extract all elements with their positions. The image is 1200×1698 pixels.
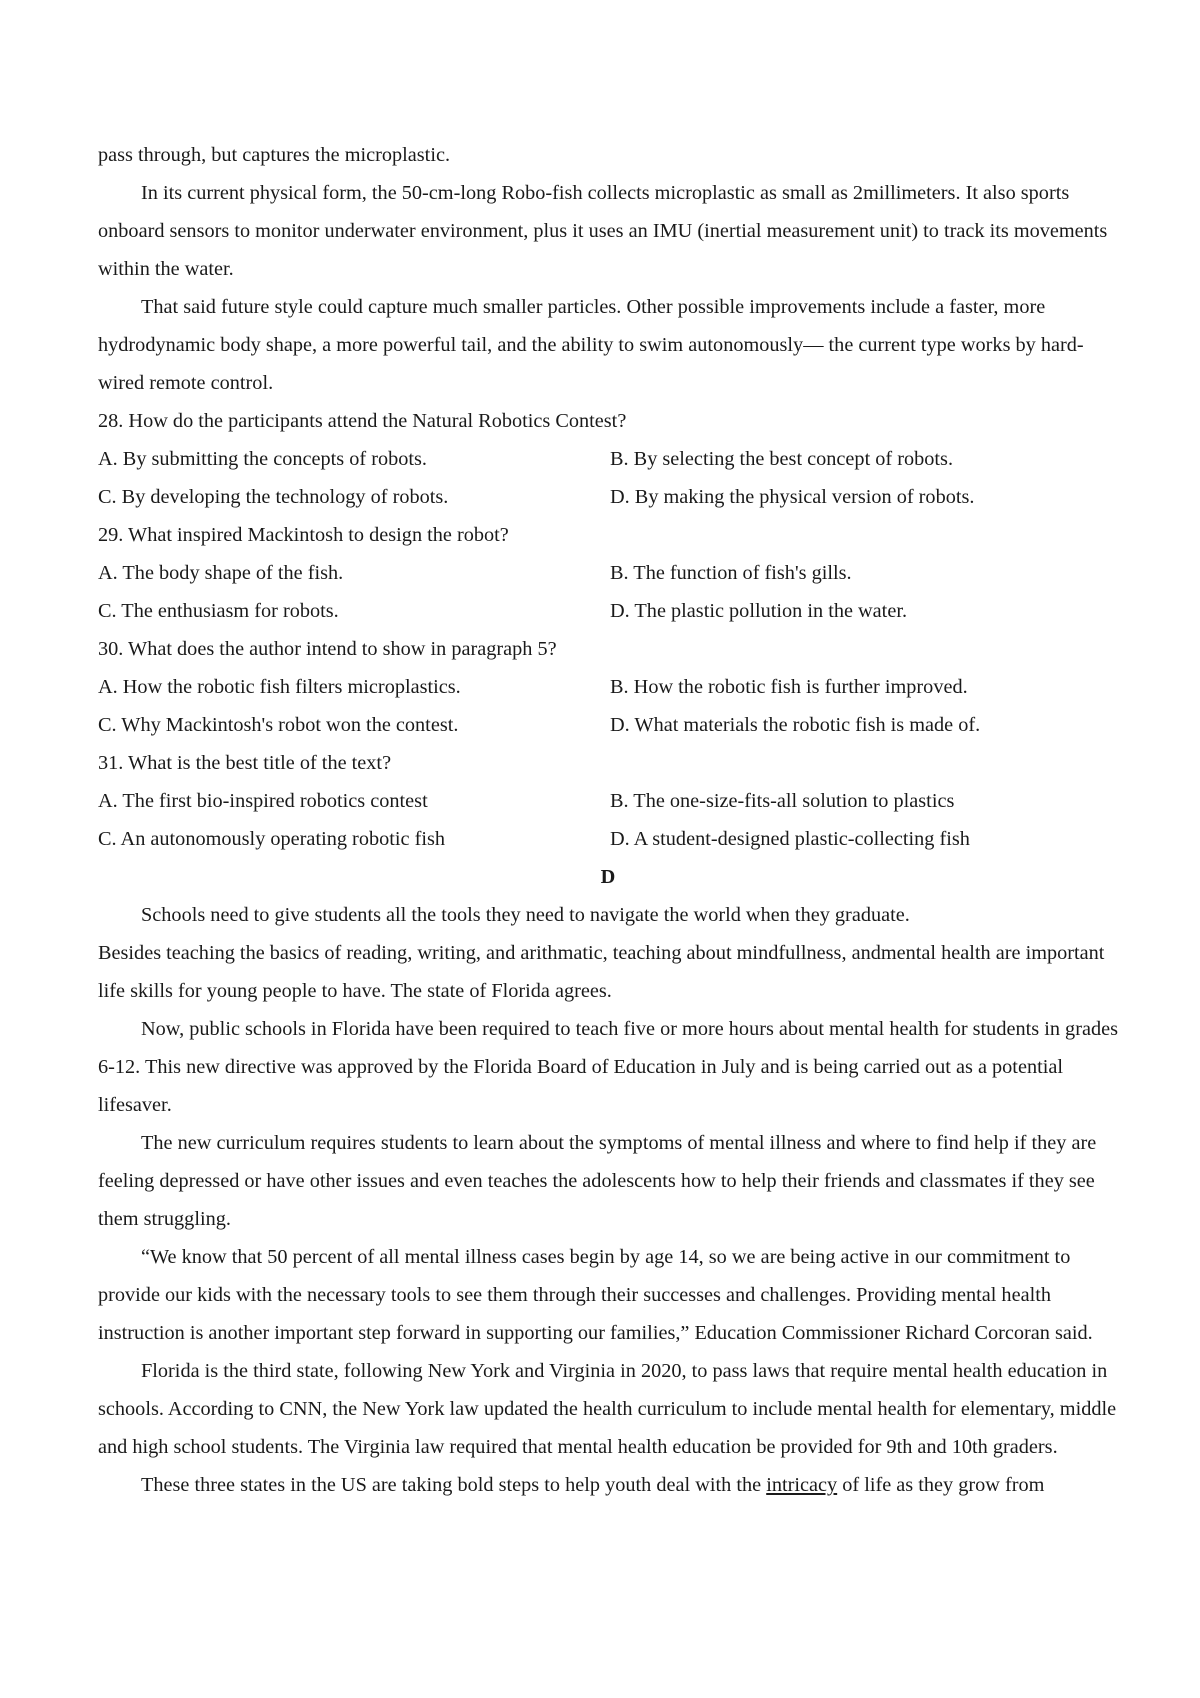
question-30: [98, 630, 1118, 744]
question-29: [98, 516, 1118, 630]
passage-d-paragraph-3: The new curriculum requires students to learn about the symptoms of mental illness and where to find help if they are feeling depressed or have other issues and even teaches the adolescents how to help their friends and classmates if they see them struggling.: [98, 1132, 1097, 1230]
paragraph-text-after: of life as they grow from: [837, 1474, 1045, 1496]
passage-c-paragraph-6: That said future style could capture much smaller particles. Other possible improvements include a faster, more hydrodynamic body shape, a more powerful tail, and the ability to swim autonomously— the current type works by hard-wired remote control.: [98, 296, 1084, 394]
option-d: D. The plastic pollution in the water.: [610, 600, 908, 622]
exam-page: [98, 136, 1118, 1504]
option-d: D. What materials the robotic fish is made of.: [610, 714, 981, 736]
option-a: A. The body shape of the fish.: [98, 562, 344, 584]
option-b: B. The one-size-fits-all solution to plastics: [610, 790, 955, 812]
option-grid: [98, 782, 1118, 858]
option-a: A. By submitting the concepts of robots.: [98, 448, 427, 470]
question-stem: 29. What inspired Mackintosh to design the robot?: [98, 524, 509, 546]
section-heading-d: D: [600, 866, 616, 888]
option-a: A. How the robotic fish filters microplastics.: [98, 676, 461, 698]
option-grid: [98, 554, 1118, 630]
passage-d-paragraph-2: Now, public schools in Florida have been required to teach five or more hours about mental health for students in grades 6-12. This new directive was approved by the Florida Board of Education in July and is being carried out as a potential lifesaver.: [98, 1018, 1118, 1116]
passage-d-paragraph-6: [98, 1466, 1118, 1504]
option-grid: [98, 668, 1118, 744]
option-d: D. A student-designed plastic-collecting fish: [610, 828, 970, 850]
option-c: C. Why Mackintosh's robot won the contest.: [98, 714, 459, 736]
option-c: C. An autonomously operating robotic fish: [98, 828, 445, 850]
question-stem: 30. What does the author intend to show in paragraph 5?: [98, 638, 557, 660]
option-b: B. How the robotic fish is further improved.: [610, 676, 968, 698]
option-c: C. The enthusiasm for robots.: [98, 600, 339, 622]
option-a: A. The first bio-inspired robotics contest: [98, 790, 428, 812]
question-stem: 31. What is the best title of the text?: [98, 752, 392, 774]
question-stem: 28. How do the participants attend the Natural Robotics Contest?: [98, 410, 627, 432]
passage-c-paragraph-4-end: pass through, but captures the microplastic.: [98, 144, 451, 166]
underlined-word: intricacy: [766, 1474, 838, 1496]
passage-d-paragraph-4: “We know that 50 percent of all mental illness cases begin by age 14, so we are being active in our commitment to provide our kids with the necessary tools to see them through their successes and challenges. Providing mental health instruction is another important step forward in supporting our families,” Education Commissioner Richard Corcoran said.: [98, 1246, 1093, 1344]
option-grid: [98, 440, 1118, 516]
question-28: [98, 402, 1118, 516]
option-d: D. By making the physical version of robots.: [610, 486, 975, 508]
paragraph-text-before: These three states in the US are taking bold steps to help youth deal with the: [141, 1474, 767, 1496]
question-31: [98, 744, 1118, 858]
passage-d-paragraph-1-first-line: Schools need to give students all the tools they need to navigate the world when they graduate.: [141, 904, 910, 926]
option-b: B. The function of fish's gills.: [610, 562, 852, 584]
option-c: C. By developing the technology of robots.: [98, 486, 449, 508]
passage-d-paragraph-5: Florida is the third state, following New York and Virginia in 2020, to pass laws that require mental health education in schools. According to CNN, the New York law updated the health curriculum to include mental health for elementary, middle and high school students. The Virginia law required that mental health education be provided for 9th and 10th graders.: [98, 1360, 1117, 1458]
option-b: B. By selecting the best concept of robots.: [610, 448, 954, 470]
passage-c-paragraph-5: In its current physical form, the 50-cm-long Robo-fish collects microplastic as small as 2millimeters. It also sports onboard sensors to monitor underwater environment, plus it uses an IMU (inertial measurement unit) to track its movements within the water.: [98, 182, 1108, 280]
passage-d-paragraph-1-rest: Besides teaching the basics of reading, writing, and arithmatic, teaching about mindfullness, andmental health are important life skills for young people to have. The state of Florida agrees.: [98, 942, 1105, 1002]
